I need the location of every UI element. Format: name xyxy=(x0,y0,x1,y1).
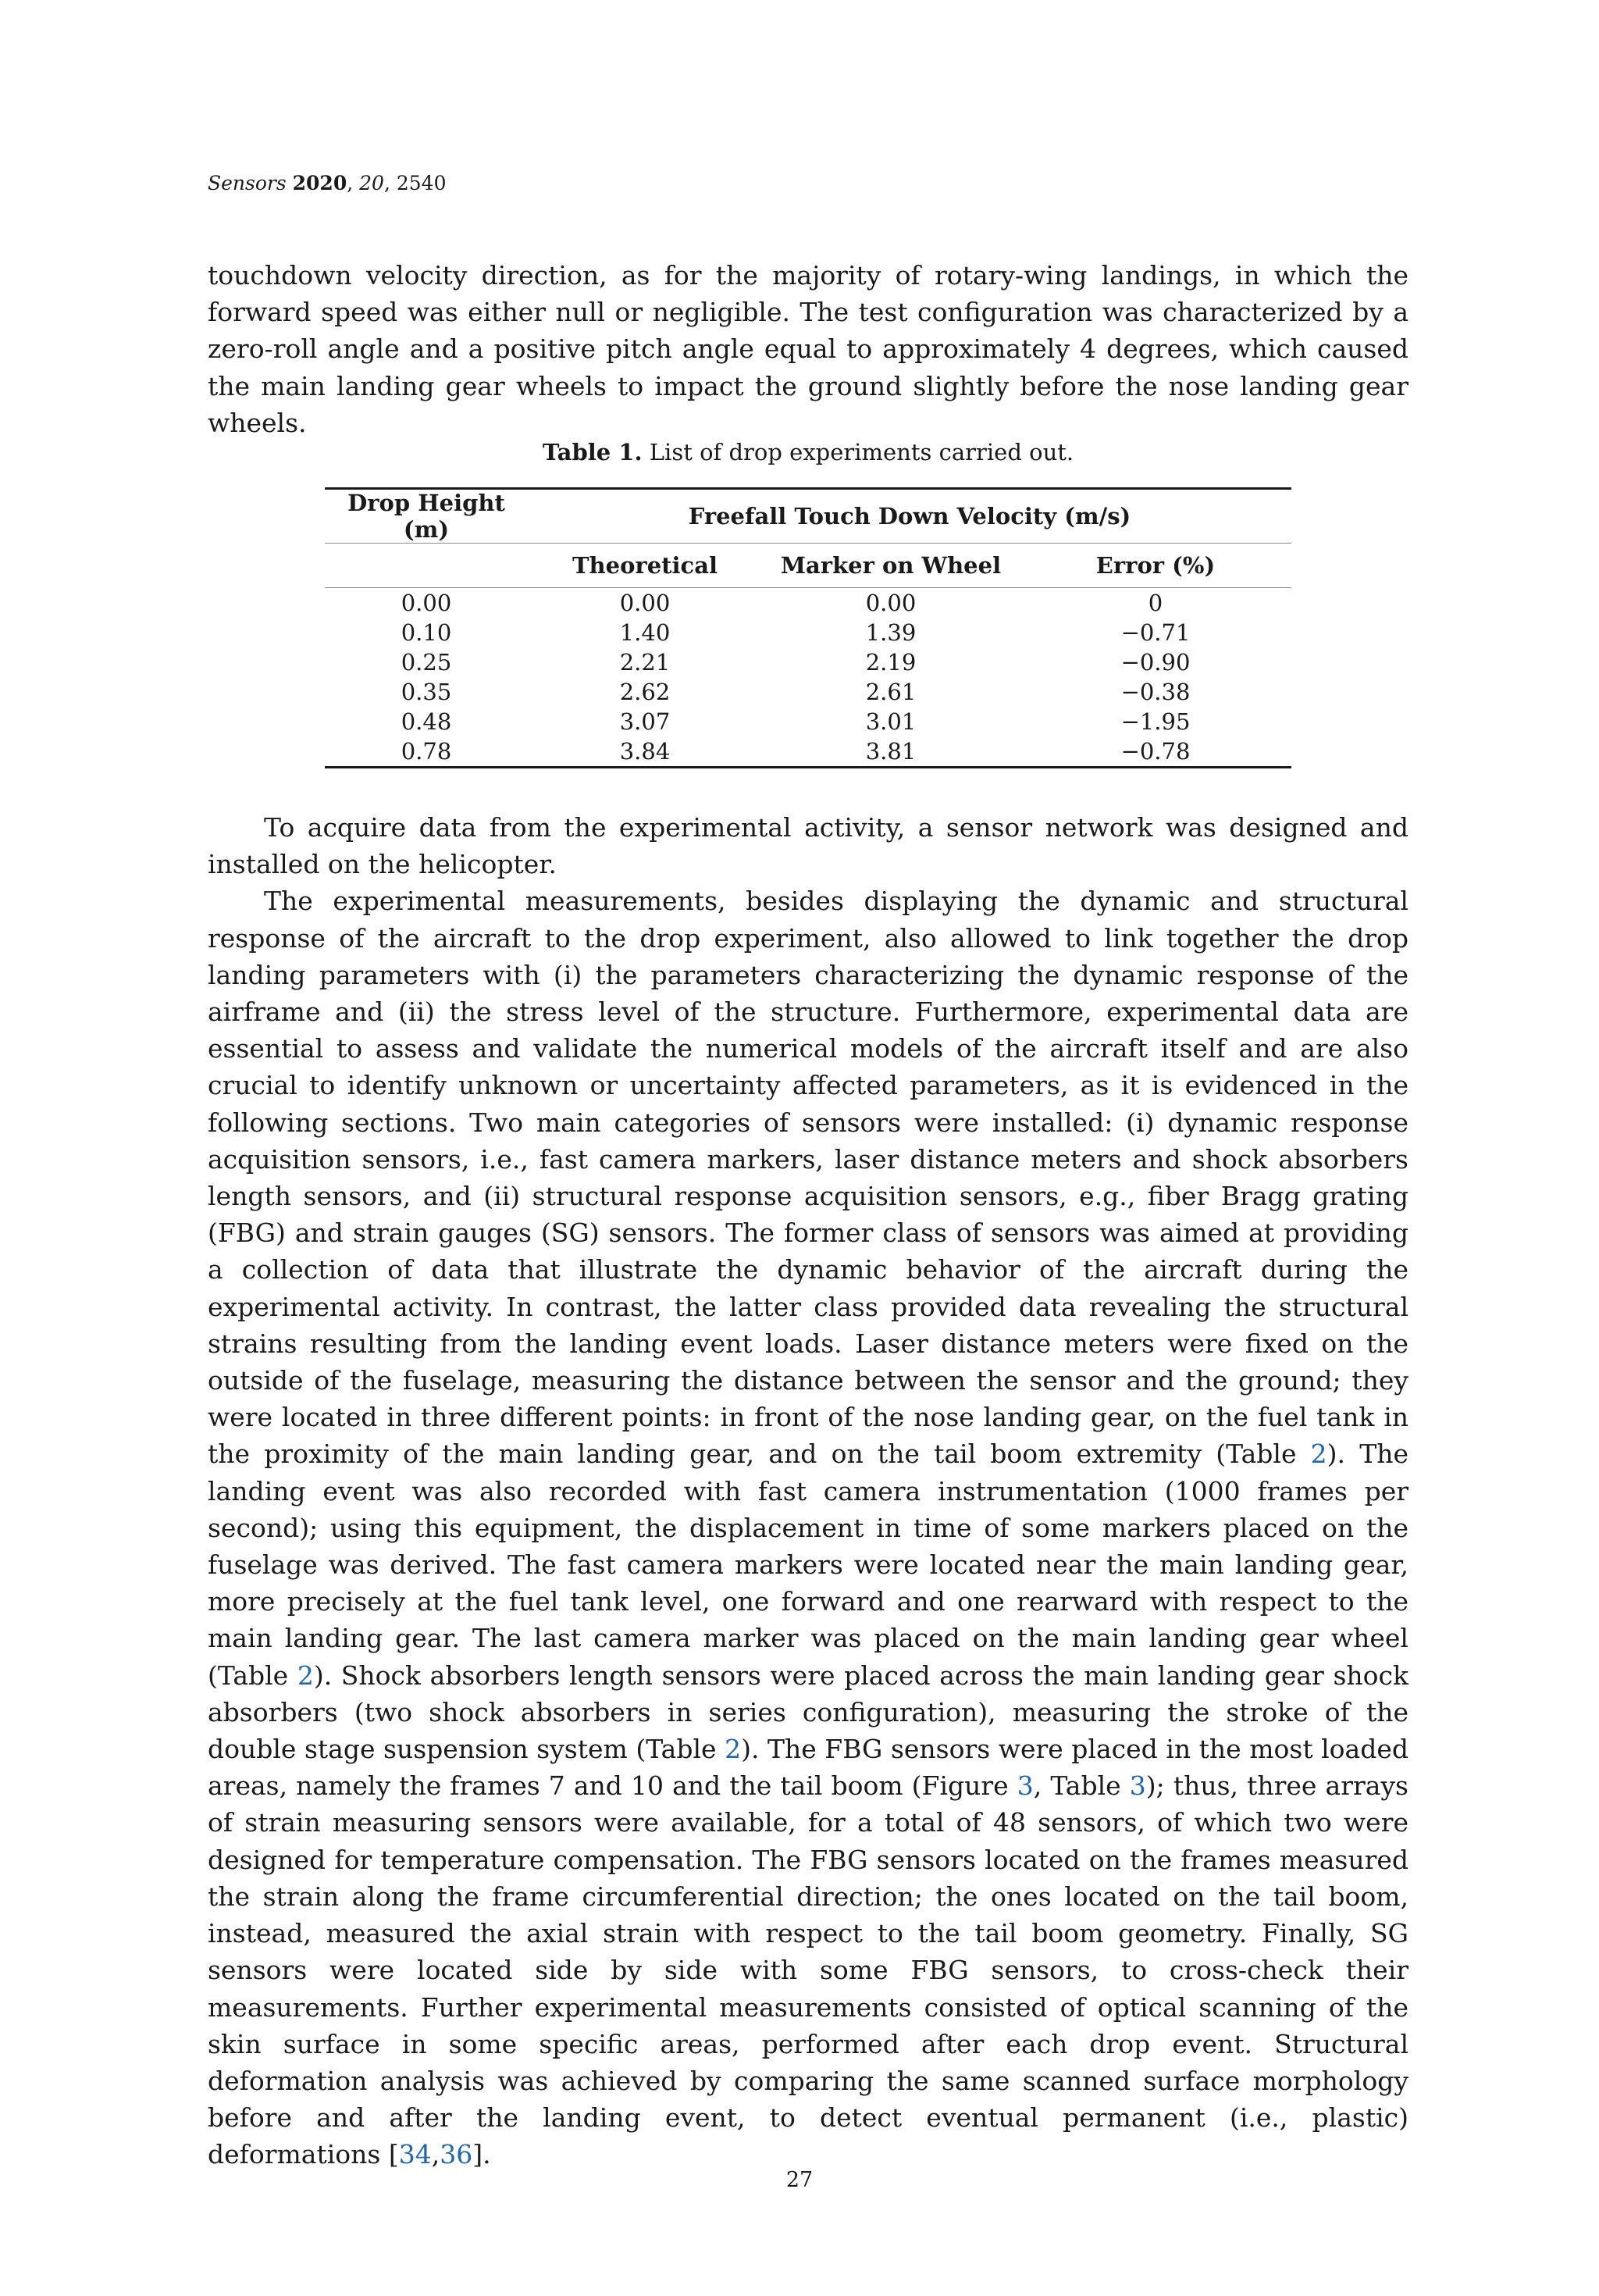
article-number: 2540 xyxy=(396,172,447,194)
figure-3-link[interactable]: 3 xyxy=(1017,1770,1034,1802)
journal-name: Sensors xyxy=(208,172,287,194)
cell-marker: 0.00 xyxy=(865,590,917,616)
body-text xyxy=(208,809,1408,2173)
header-velocity-group: Freefall Touch Down Velocity (m/s) xyxy=(688,503,1131,529)
text-run: ]. xyxy=(472,2139,491,2170)
table-caption xyxy=(208,439,1408,465)
header-theoretical: Theoretical xyxy=(572,552,718,579)
table-caption-text: List of drop experiments carried out. xyxy=(649,439,1074,465)
text-run: ). The landing event was also recorded with fast camera instrumentation (1000 frames per second); using this equipment, the displacement in time of some markers placed on the fuselage was derived. The fast camera markers were located near the main landing gear, more precisely at the fuel tank level, one forward and one rearward with respect to the main landing gear. The last camera marker was placed on the main landing gear wheel (Table xyxy=(208,1439,1408,1691)
text-run: The experimental measurements, besides displaying the dynamic and structural response of the aircraft to the drop experiment, also allowed to link together the drop landing parameters with (i) the parameters characterizing the dynamic response of the airframe and (ii) the stress level of the structure. Furthermore, experimental data are essential to assess and validate the numerical models of the aircraft itself and are also crucial to identify unknown or uncertainty affected parameters, as it is evidenced in the following sections. Two main categories of sensors were installed: (i) dynamic response acquisition sensors, i.e., fast camera markers, laser distance meters and shock absorbers length sensors, and (ii) structural response acquisition sensors, e.g., fiber Bragg grating (FBG) and strain gauges (SG) sensors. The former class of sensors was aimed at providing a collection of data that illustrate the dynamic behavior of the aircraft during the experimental activity. In contrast, the latter class provided data revealing the structural strains resulting from the landing event loads. Laser distance meters were fixed on the outside of the fuselage, measuring the distance between the sensor and the ground; they were located in three different points: in front of the nose landing gear, on the fuel tank in the proximity of the main landing gear, and on the tail boom extremity (Table xyxy=(208,886,1408,1470)
table-3-link[interactable]: 3 xyxy=(1129,1770,1146,1802)
cell-theoretical: 3.07 xyxy=(619,708,671,735)
cell-marker: 1.39 xyxy=(865,619,917,646)
cell-error: −0.71 xyxy=(1120,619,1191,646)
cell-marker: 2.19 xyxy=(865,649,917,676)
cell-theoretical: 2.21 xyxy=(619,649,671,676)
header-empty xyxy=(325,544,528,588)
text-run: ). Shock absorbers length sensors were placed across the main landing gear shock absorbers (two shock absorbers in series configuration), measuring the stroke of the double stage suspension system (Table xyxy=(208,1660,1408,1765)
paragraph-sensor-network: To acquire data from the experimental activity, a sensor network was designed and installed on the helicopter. xyxy=(208,812,1408,880)
citation-36-link[interactable]: 36 xyxy=(440,2139,473,2170)
paragraph-measurements xyxy=(208,882,1408,2173)
cell-error: 0 xyxy=(1148,590,1163,616)
page-number: 27 xyxy=(785,2168,814,2192)
table-caption-label: Table 1. xyxy=(542,439,643,465)
paragraph-intro xyxy=(208,257,1408,441)
table-row xyxy=(325,618,1291,647)
citation-34-link[interactable]: 34 xyxy=(398,2139,432,2170)
cell-drop-height: 0.00 xyxy=(401,590,452,616)
table-row xyxy=(325,736,1291,768)
cell-marker: 3.01 xyxy=(865,708,917,735)
cell-marker: 2.61 xyxy=(865,679,917,705)
cell-drop-height: 0.48 xyxy=(401,708,452,735)
cell-error: −0.38 xyxy=(1120,679,1191,705)
cell-theoretical: 2.62 xyxy=(619,679,671,705)
table-row xyxy=(325,647,1291,677)
table-2-link[interactable]: 2 xyxy=(725,1734,742,1765)
cell-marker: 3.81 xyxy=(865,738,917,765)
table-row xyxy=(325,707,1291,736)
journal-volume: 20 xyxy=(359,172,384,194)
cell-error: −0.90 xyxy=(1120,649,1191,676)
table-2-link[interactable]: 2 xyxy=(297,1660,314,1691)
table-2-link[interactable]: 2 xyxy=(1310,1439,1327,1470)
text-run: ). The FBG sensors were placed in the most loaded areas, namely the frames 7 and 10 and the tail boom (Figure xyxy=(208,1734,1408,1802)
cell-error: −0.78 xyxy=(1120,738,1191,765)
journal-year: 2020 xyxy=(292,172,347,194)
table-row xyxy=(325,677,1291,707)
drop-experiments-table xyxy=(325,487,1291,768)
table-row xyxy=(325,588,1291,619)
cell-theoretical: 1.40 xyxy=(619,619,671,646)
header-marker-on-wheel: Marker on Wheel xyxy=(780,552,1002,579)
paragraph-text: touchdown velocity direction, as for the majority of rotary-wing landings, in which the forward speed was either null or negligible. The test configuration was characterized by a zero-roll angle and a positive pitch angle equal to approximately 4 degrees, which caused the main landing gear wheels to impact the ground slightly before the nose landing gear wheels. xyxy=(208,260,1408,438)
running-header: Sensors 2020, 20, 2540 xyxy=(208,172,447,194)
cell-theoretical: 3.84 xyxy=(619,738,671,765)
cell-drop-height: 0.10 xyxy=(401,619,452,646)
text-run: , xyxy=(431,2139,440,2170)
cell-drop-height: 0.35 xyxy=(401,679,452,705)
header-error: Error (%) xyxy=(1095,552,1216,579)
cell-drop-height: 0.78 xyxy=(401,738,452,765)
text-run: ); thus, three arrays of strain measuring sensors were available, for a total of 48 sensors, of which two were designed for temperature compensation. The FBG sensors located on the frames measured the strain along the frame circumferential direction; the ones located on the tail boom, instead, measured the axial strain with respect to the tail boom geometry. Finally, SG sensors were located side by side with some FBG sensors, to cross-check their measurements. Further experimental measurements consisted of optical scanning of the skin surface in some specific areas, performed after each drop event. Structural deformation analysis was achieved by comparing the same scanned surface morphology before and after the landing event, to detect eventual permanent (i.e., plastic) deformations [ xyxy=(208,1770,1408,2170)
cell-error: −1.95 xyxy=(1120,708,1191,735)
cell-theoretical: 0.00 xyxy=(619,590,671,616)
cell-drop-height: 0.25 xyxy=(401,649,452,676)
header-drop-height: Drop Height (m) xyxy=(347,490,505,543)
text-run: , Table xyxy=(1033,1770,1130,1802)
